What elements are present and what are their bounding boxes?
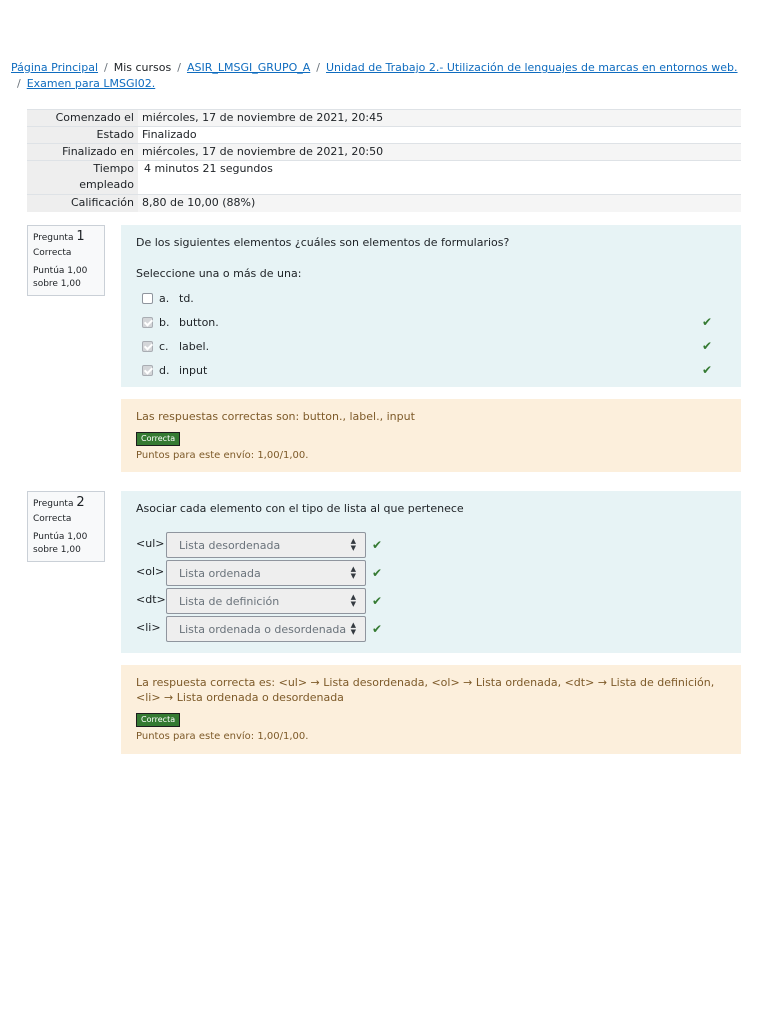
answer-text: label. xyxy=(179,339,210,353)
grade-label: Calificación xyxy=(27,195,138,212)
match-row xyxy=(136,587,726,615)
answer-option-a[interactable] xyxy=(136,286,726,310)
answer-checkbox[interactable] xyxy=(142,365,153,376)
check-icon: ✔ xyxy=(701,315,712,329)
check-icon: ✔ xyxy=(372,622,383,636)
answer-text: td. xyxy=(179,291,194,305)
answer-prompt: Seleccione una o más de una: xyxy=(136,267,302,280)
breadcrumb-separator: / xyxy=(316,61,320,74)
answer-checkbox[interactable] xyxy=(142,293,153,304)
question-2-formulation xyxy=(121,491,741,653)
breadcrumb-separator: / xyxy=(104,61,108,74)
match-select-value: Lista ordenada xyxy=(179,566,261,580)
breadcrumb-separator: / xyxy=(17,77,21,90)
check-icon: ✔ xyxy=(372,566,383,580)
question-text: Asociar cada elemento con el tipo de lista al que pertenece xyxy=(136,502,464,515)
right-answer-text: La respuesta correcta es: <ul> → Lista desordenada, <ol> → Lista ordenada, <dt> → Lista de definición, <li> → Lista ordenada o desordenada xyxy=(136,676,715,704)
finished-label: Finalizado en xyxy=(27,144,138,161)
state-value: Finalizado xyxy=(138,127,741,144)
breadcrumb-course-link[interactable]: ASIR_LMSGI_GRUPO_A xyxy=(186,61,311,74)
match-key: <ol> xyxy=(136,564,165,578)
match-select-value: Lista de definición xyxy=(179,594,280,608)
match-select[interactable] xyxy=(166,532,366,558)
started-label: Comenzado el xyxy=(27,110,138,127)
match-row xyxy=(136,615,726,643)
summary-row-grade xyxy=(27,195,741,212)
question-2-feedback xyxy=(121,665,741,754)
check-icon: ✔ xyxy=(701,363,712,377)
points-text: Puntos para este envío: 1,00/1,00. xyxy=(136,731,309,742)
summary-row-started xyxy=(27,110,741,127)
check-icon: ✔ xyxy=(372,594,383,608)
answer-text: button. xyxy=(179,315,219,329)
correct-badge: Correcta xyxy=(136,713,180,727)
state-label: Estado xyxy=(27,127,138,144)
answer-option-c[interactable] xyxy=(136,334,726,358)
match-key: <dt> xyxy=(136,592,166,606)
question-state: Correcta xyxy=(33,514,72,524)
question-grade: Puntúa 1,00 sobre 1,00 xyxy=(33,266,88,289)
match-row xyxy=(136,559,726,587)
started-value: miércoles, 17 de noviembre de 2021, 20:45 xyxy=(138,110,741,127)
question-2-info xyxy=(27,491,105,562)
match-select[interactable] xyxy=(166,560,366,586)
question-grade: Puntúa 1,00 sobre 1,00 xyxy=(33,532,88,555)
time-label-line2: empleado xyxy=(79,178,134,191)
time-label xyxy=(27,161,138,195)
correct-badge: Correcta xyxy=(136,432,180,446)
answer-option-d[interactable] xyxy=(136,358,726,382)
sort-arrows-icon: ▲ ▼ xyxy=(350,621,356,636)
match-key: <ul> xyxy=(136,536,165,550)
breadcrumb-my-courses: Mis cursos xyxy=(113,61,172,74)
points-text: Puntos para este envío: 1,00/1,00. xyxy=(136,450,309,461)
answer-list xyxy=(136,286,726,382)
answer-text: input xyxy=(179,363,208,377)
question-text: De los siguientes elementos ¿cuáles son elementos de formularios? xyxy=(136,236,510,249)
breadcrumb xyxy=(11,60,751,92)
breadcrumb-separator: / xyxy=(177,61,181,74)
match-select-value: Lista ordenada o desordenada xyxy=(179,622,347,636)
right-answer-text: Las respuestas correctas son: button., label., input xyxy=(136,410,415,423)
question-number: Pregunta 2 xyxy=(33,495,85,510)
summary-row-finished xyxy=(27,144,741,161)
answer-letter: c. xyxy=(159,339,169,353)
answer-letter: b. xyxy=(159,315,170,329)
answer-option-b[interactable] xyxy=(136,310,726,334)
summary-row-time xyxy=(27,161,741,195)
attempt-summary-table xyxy=(27,109,741,212)
question-1-info xyxy=(27,225,105,296)
sort-arrows-icon: ▲ ▼ xyxy=(350,593,356,608)
finished-value: miércoles, 17 de noviembre de 2021, 20:50 xyxy=(138,144,741,161)
match-row xyxy=(136,531,726,559)
question-number: Pregunta 1 xyxy=(33,229,85,244)
breadcrumb-home-link[interactable]: Página Principal xyxy=(11,61,99,74)
answer-checkbox[interactable] xyxy=(142,317,153,328)
sort-arrows-icon: ▲ ▼ xyxy=(350,565,356,580)
grade-value: 8,80 de 10,00 (88%) xyxy=(138,195,741,212)
breadcrumb-exam-link[interactable]: Examen para LMSGI02. xyxy=(26,77,156,90)
check-icon: ✔ xyxy=(701,339,712,353)
breadcrumb-unit-link[interactable]: Unidad de Trabajo 2.- Utilización de lenguajes de marcas en entornos web. xyxy=(326,61,738,74)
time-value: 4 minutos 21 segundos xyxy=(138,161,741,195)
question-state: Correcta xyxy=(33,248,72,258)
match-list xyxy=(136,531,726,643)
sort-arrows-icon: ▲ ▼ xyxy=(350,537,356,552)
match-select[interactable] xyxy=(166,616,366,642)
question-1-formulation xyxy=(121,225,741,387)
match-key: <li> xyxy=(136,620,161,634)
answer-letter: d. xyxy=(159,363,170,377)
summary-row-state xyxy=(27,127,741,144)
match-select[interactable] xyxy=(166,588,366,614)
answer-checkbox[interactable] xyxy=(142,341,153,352)
check-icon: ✔ xyxy=(372,538,383,552)
question-1-feedback xyxy=(121,399,741,472)
match-select-value: Lista desordenada xyxy=(179,538,281,552)
time-label-line1: Tiempo xyxy=(93,162,134,175)
answer-letter: a. xyxy=(159,291,170,305)
